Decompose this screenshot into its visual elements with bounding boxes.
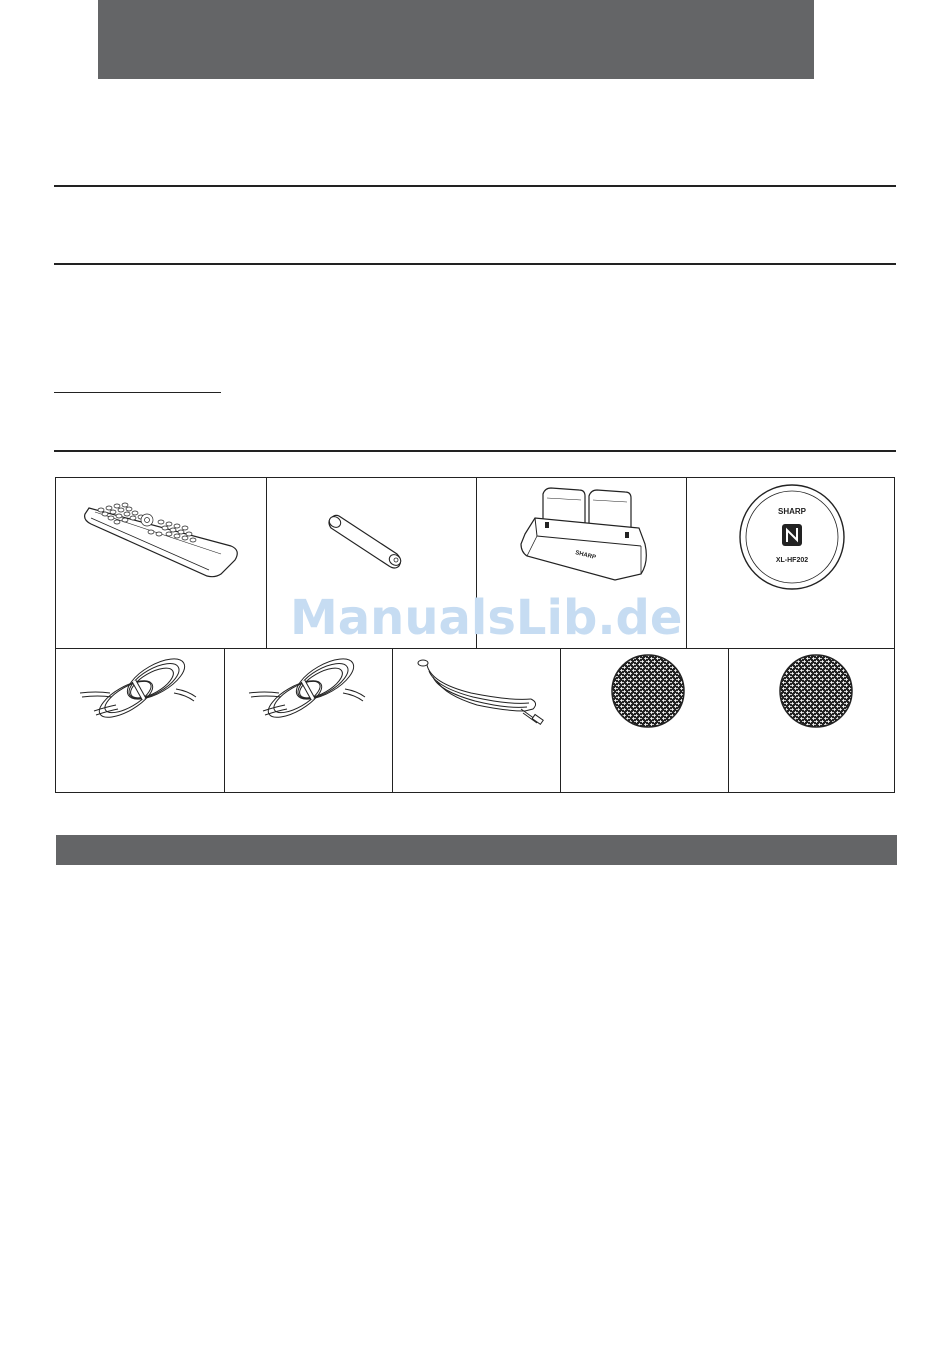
nfc-brand-label: SHARP	[777, 507, 807, 516]
remote-control-icon	[81, 488, 241, 578]
top-banner	[98, 0, 814, 79]
divider-1	[54, 185, 896, 187]
battery-icon	[325, 502, 425, 572]
accessory-cell-speaker-wire-1	[56, 649, 224, 793]
accessory-cell-fm-antenna	[392, 649, 560, 793]
section-bar	[56, 835, 897, 865]
divider-short	[54, 392, 221, 393]
nfc-tag-icon	[737, 482, 847, 592]
accessory-cell-remote	[56, 478, 266, 648]
speaker-pad-icon	[608, 651, 688, 731]
fm-antenna-icon	[411, 653, 551, 733]
accessory-cell-speaker-wire-2	[224, 649, 392, 793]
speaker-pad-icon	[776, 651, 856, 731]
speaker-wire-icon	[76, 653, 206, 723]
nfc-model-label: XL-HF202	[775, 557, 809, 564]
speaker-wire-icon	[245, 653, 375, 723]
accessory-cell-speaker-pad-1	[560, 649, 728, 793]
divider-3	[54, 450, 896, 452]
accessory-cell-nfc-tag	[686, 478, 896, 648]
divider-2	[54, 263, 896, 265]
cradle-brand-label: SHARP	[574, 550, 597, 562]
accessory-cell-speaker-pad-2	[728, 649, 896, 793]
accessories-row-2	[56, 649, 894, 793]
watermark: ManualsLib.de	[290, 590, 683, 646]
smartphone-cradle-icon	[515, 484, 655, 584]
